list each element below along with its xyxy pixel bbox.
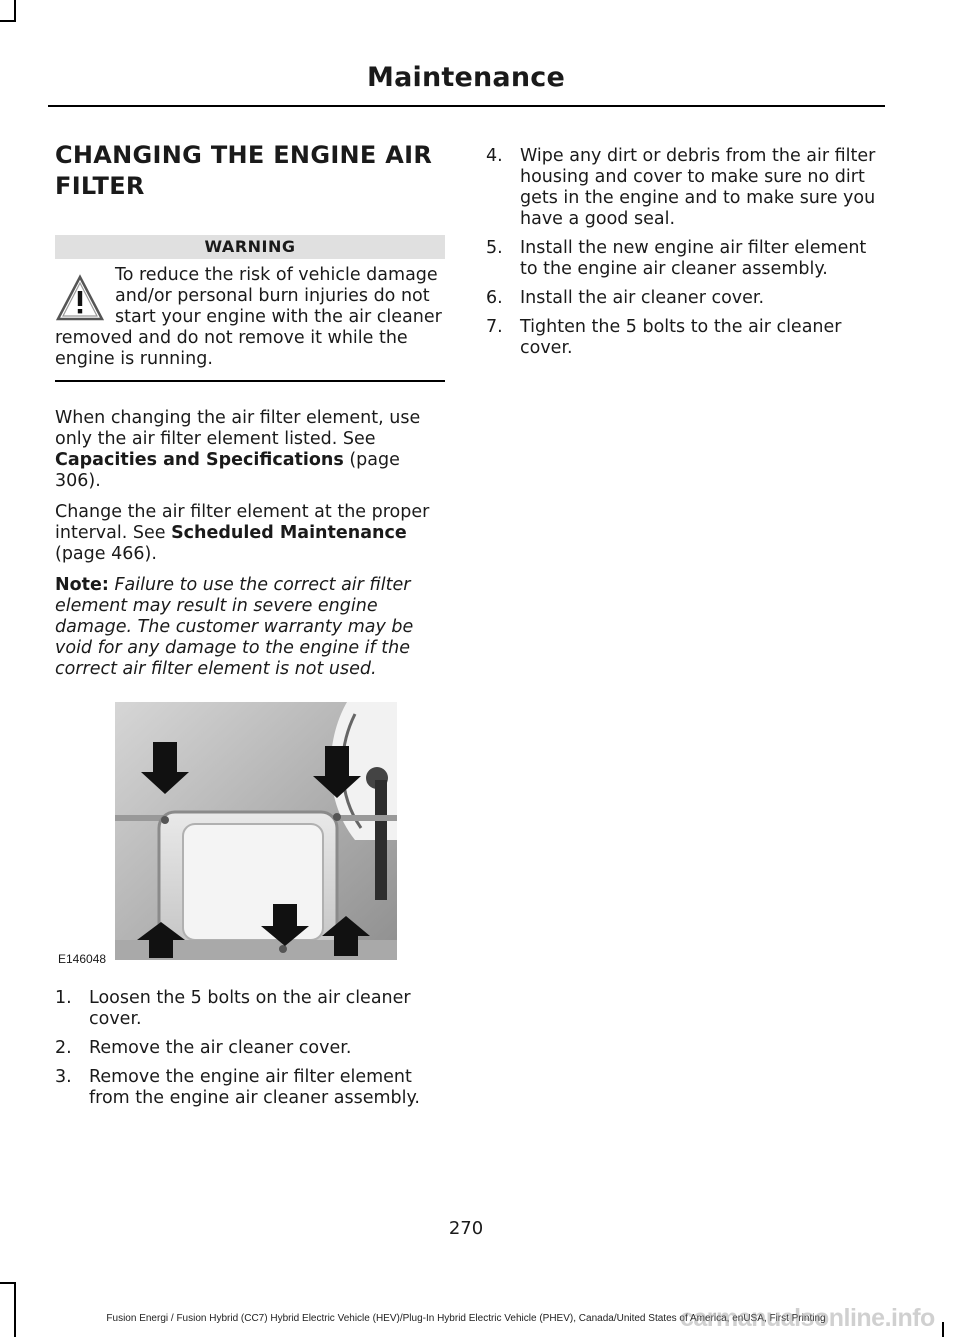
step-text: Remove the air cleaner cover.: [89, 1038, 352, 1058]
crop-mark: [14, 1282, 16, 1337]
page-number: 270: [448, 1218, 484, 1239]
step-number: 5.: [486, 238, 503, 258]
warning-triangle-icon: [55, 273, 105, 325]
note-label: Note:: [55, 575, 109, 595]
step-text: Wipe any dirt or debris from the air filter housing and cover to make sure no dirt gets in the engine and to make sure you have a good seal.: [520, 146, 876, 229]
warning-box: [55, 265, 445, 382]
list-item: [55, 1038, 445, 1059]
step-number: 3.: [55, 1067, 72, 1087]
crop-mark: [0, 20, 16, 22]
step-text: Install the new engine air filter element to the engine air cleaner assembly.: [520, 238, 867, 279]
steps-list-left: [55, 988, 445, 1109]
step-text: Tighten the 5 bolts to the air cleaner cover.: [520, 317, 842, 358]
step-number: 4.: [486, 146, 503, 166]
section-title: CHANGING THE ENGINE AIR FILTER: [55, 141, 433, 200]
watermark: carmanualsonline.info: [680, 1304, 935, 1332]
step-text: Remove the engine air filter element from the engine air cleaner assembly.: [89, 1067, 420, 1108]
list-item: [486, 317, 881, 359]
right-column: [486, 146, 881, 367]
steps-list-right: [486, 146, 881, 359]
step-text: Install the air cleaner cover.: [520, 288, 765, 308]
note-paragraph: [55, 575, 445, 680]
list-item: [486, 288, 881, 309]
step-text: Loosen the 5 bolts on the air cleaner cover.: [89, 988, 411, 1029]
air-cleaner-figure: [55, 700, 445, 970]
list-item: [55, 1067, 445, 1109]
crop-mark: [0, 1282, 16, 1284]
footer-text: Fusion Energi / Fusion Hybrid (CC7) Hybrid Electric Vehicle (HEV)/Plug-In Hybrid Electric Vehicle (PHEV), Canada/United States of America, enUSA, First Printing: [106, 1313, 826, 1324]
air-cleaner-illustration: [55, 700, 445, 970]
note-text: Failure to use the correct air filter element may result in severe engine damage. The customer warranty may be void for any damage to the engine if the correct air filter element is not used.: [55, 575, 414, 679]
step-number: 6.: [486, 288, 503, 308]
interval-paragraph: [55, 502, 445, 565]
step-number: 2.: [55, 1038, 72, 1058]
scheduled-maintenance-link[interactable]: Scheduled Maintenance: [171, 523, 407, 543]
filter-element-paragraph: [55, 408, 445, 492]
page-reference: (page 466).: [55, 544, 157, 564]
paragraph-text: Change the air filter element at the proper interval. See: [55, 502, 430, 543]
crop-mark: [942, 1322, 944, 1337]
warning-label: WARNING: [55, 235, 445, 259]
warning-text: To reduce the risk of vehicle damage and/or personal burn injuries do not start your engine with the air cleaner removed and do not remove it while the engine is running.: [55, 265, 442, 369]
step-number: 7.: [486, 317, 503, 337]
crop-mark: [14, 0, 16, 22]
list-item: [486, 238, 881, 280]
capacities-link[interactable]: Capacities and Specifications: [55, 450, 344, 470]
left-column: [55, 140, 445, 1117]
page-reference: (page 306).: [55, 450, 400, 491]
header-rule: [48, 105, 885, 107]
list-item: [55, 988, 445, 1030]
figure-code: E146048: [58, 952, 107, 966]
page-header-title: Maintenance: [367, 62, 565, 93]
step-number: 1.: [55, 988, 72, 1008]
paragraph-text: When changing the air filter element, use only the air filter element listed. See: [55, 408, 421, 449]
list-item: [486, 146, 881, 230]
